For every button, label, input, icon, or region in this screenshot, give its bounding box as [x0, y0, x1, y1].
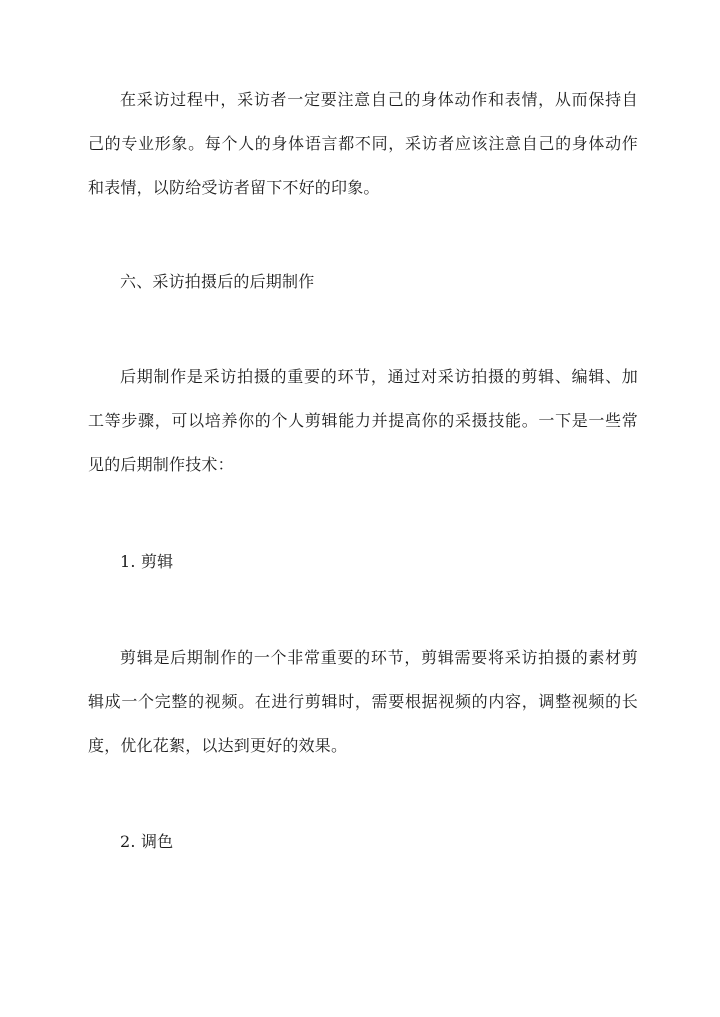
paragraph-body-language: 在采访过程中，采访者一定要注意自己的身体动作和表情，从而保持自己的专业形象。每个人的身体语言都不同，采访者应该注意自己的身体动作和表情，以防给受访者留下不好的印象。: [88, 90, 638, 197]
paragraph-editing: 剪辑是后期制作的一个非常重要的环节，剪辑需要将采访拍摄的素材剪辑成一个完整的视频。在进行剪辑时，需要根据视频的内容，调整视频的长度，优化花絮，以达到更好的效果。: [88, 648, 638, 755]
list-heading-editing: 1. 剪辑: [120, 552, 174, 571]
paragraph-post-production-intro: 后期制作是采访拍摄的重要的环节，通过对采访拍摄的剪辑、编辑、加工等步骤，可以培养你的个人剪辑能力并提高你的采摄技能。一下是一些常见的后期制作技术：: [88, 367, 638, 474]
section-heading-post-production: 六、采访拍摄后的后期制作: [120, 272, 315, 291]
list-heading-color-grading: 2. 调色: [120, 832, 174, 851]
